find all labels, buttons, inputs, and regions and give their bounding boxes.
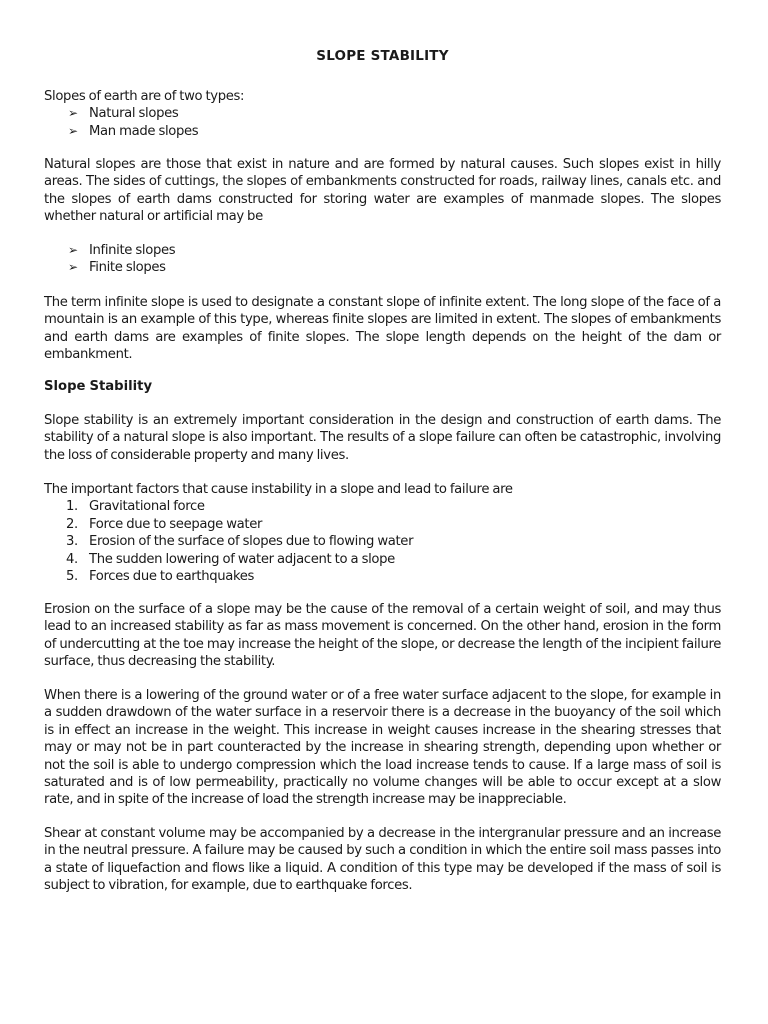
natural-slopes-paragraph-block	[44, 156, 721, 226]
paragraph: Shear at constant volume may be accompanied by a decrease in the intergranular pressure and an increase in the neutral pressure. A failure may be caused by such a condition in which the entire soil mass passes into a state of liquefaction and flows like a liquid. A condition of this type may be developed if the mass of soil is subject to vibration, for example, due to earthquake forces.	[44, 826, 721, 894]
list-number: 2.	[66, 516, 78, 532]
slope-types-list	[44, 105, 721, 140]
list-item-text: Man made slopes	[89, 123, 199, 139]
list-item	[44, 568, 721, 585]
list-item	[44, 259, 721, 276]
intro-block	[44, 88, 721, 140]
list-item-text: Gravitational force	[89, 499, 205, 515]
paragraph: Erosion on the surface of a slope may be the cause of the removal of a certain weight of soil, and may thus lead to an increased stability as far as mass movement is concerned. On the other hand, erosion in the form of undercutting at the toe may increase the height of the slope, or decrease the length of the incipient failure surface, thus decreasing the stability.	[44, 602, 721, 670]
list-item-text: Infinite slopes	[89, 243, 176, 258]
list-number: 4.	[66, 551, 78, 567]
arrow-bullet-icon: ➢	[68, 106, 78, 121]
paragraph: Slope stability is an extremely important consideration in the design and construction of earth dams. The stability of a natural slope is also important. The results of a slope failure can often be catastrophic, involving the loss of considerable property and many lives.	[44, 413, 721, 463]
paragraph: The term infinite slope is used to designate a constant slope of infinite extent. The long slope of the face of a mountain is an example of this type, whereas finite slopes are limited in extent. The slopes of embankments and earth dams are examples of finite slopes. The slope length depends on the height of the dam or embankment.	[44, 295, 721, 363]
list-item	[44, 498, 721, 515]
extent-types-block	[44, 242, 721, 277]
list-item-text: Forces due to earthquakes	[89, 569, 255, 585]
factors-list	[44, 498, 721, 585]
extent-types-list	[44, 242, 721, 277]
arrow-bullet-icon: ➢	[68, 123, 78, 138]
shear-paragraph-block	[44, 825, 721, 895]
list-number: 5.	[66, 569, 78, 585]
paragraph: Natural slopes are those that exist in nature and are formed by natural causes. Such slopes exist in hilly areas. The sides of cuttings, the slopes of embankments constructed for roads, railway lines, canals etc. and the slopes of earth dams constructed for storing water are examples of manmade slopes. The slopes whether natural or artificial may be	[44, 157, 721, 225]
list-item	[44, 516, 721, 533]
erosion-paragraph-block	[44, 601, 721, 671]
factors-block	[44, 481, 721, 585]
factors-intro: The important factors that cause instability in a slope and lead to failure are	[44, 482, 513, 497]
list-item	[44, 533, 721, 550]
list-item-text: Force due to seepage water	[89, 516, 263, 532]
intro-text: Slopes of earth are of two types:	[44, 89, 245, 104]
lowering-paragraph-block	[44, 687, 721, 809]
infinite-slope-paragraph-block	[44, 294, 721, 364]
section-heading-block	[44, 378, 721, 395]
arrow-bullet-icon: ➢	[68, 243, 78, 257]
list-item-text: Erosion of the surface of slopes due to flowing water	[89, 534, 414, 550]
list-number: 1.	[66, 499, 78, 515]
document-page	[44, 0, 721, 1024]
document-title: SLOPE STABILITY	[316, 48, 449, 64]
arrow-bullet-icon: ➢	[68, 260, 78, 275]
paragraph: When there is a lowering of the ground water or of a free water surface adjacent to the slope, for example in a sudden drawdown of the water surface in a reservoir there is a decrease in the buoyancy of the soil which is in effect an increase in the weight. This increase in weight causes increase in the shearing stresses that may or may not be in part counteracted by the increase in shearing strength, depending upon whether or not the soil is able to undergo compression which the load increase tends to cause. If a large mass of soil is saturated and is of low permeability, practically no volume changes will be able to occur except at a slow rate, and in spite of the increase of load the strength increase may be inappreciable.	[44, 688, 721, 808]
list-item	[44, 551, 721, 568]
list-item	[44, 242, 721, 259]
list-item	[44, 105, 721, 122]
section-heading: Slope Stability	[44, 379, 153, 394]
stability-paragraph-block	[44, 412, 721, 464]
list-number: 3.	[66, 534, 78, 550]
list-item	[44, 123, 721, 140]
list-item-text: Finite slopes	[89, 260, 166, 276]
list-item-text: The sudden lowering of water adjacent to a slope	[89, 551, 395, 567]
list-item-text: Natural slopes	[89, 106, 179, 122]
